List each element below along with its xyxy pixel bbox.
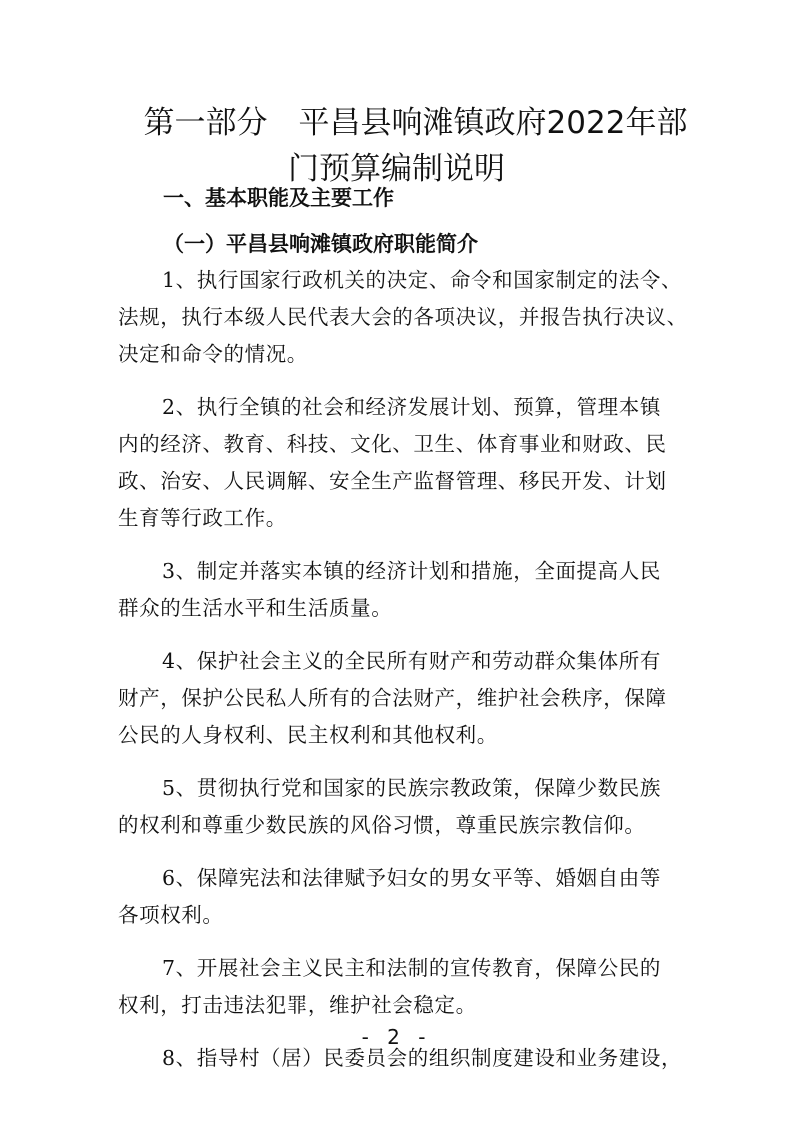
paragraph	[118, 389, 678, 537]
paragraph-line: 2、执行全镇的社会和经济发展计划、预算，管理本镇	[162, 395, 661, 419]
paragraph	[118, 643, 678, 754]
section-heading: 一、基本职能及主要工作	[163, 186, 394, 210]
paragraph-line: 内的经济、教育、科技、文化、卫生、体育事业和财政、民	[118, 432, 667, 456]
paragraph-line: 各项权利。	[118, 903, 224, 927]
paragraph-line: 的权利和尊重少数民族的风俗习惯，尊重民族宗教信仰。	[118, 813, 646, 837]
subsection-heading: （一）平昌县响滩镇政府职能简介	[163, 232, 478, 256]
paragraph-line: 6、保障宪法和法律赋予妇女的男女平等、婚姻自由等	[162, 866, 661, 890]
paragraph-line: 财产，保护公民私人所有的合法财产，维护社会秩序，保障	[118, 686, 667, 710]
paragraph-line: 4、保护社会主义的全民所有财产和劳动群众集体所有	[162, 649, 661, 673]
title-line-1: 第一部分 平昌县响滩镇政府2022年部	[143, 105, 688, 141]
paragraph-line: 8、指导村（居）民委员会的组织制度建设和业务建设，	[162, 1046, 683, 1070]
paragraph-line: 决定和命令的情况。	[118, 342, 308, 366]
paragraph	[118, 950, 678, 1024]
paragraph-line: 权利，打击违法犯罪，维护社会稳定。	[118, 993, 477, 1017]
paragraph-line: 1、执行国家行政机关的决定、命令和国家制定的法令、	[162, 268, 683, 292]
paragraph-line: 生育等行政工作。	[118, 506, 287, 530]
paragraph-line: 7、开展社会主义民主和法制的宣传教育，保障公民的	[162, 956, 661, 980]
paragraph	[118, 770, 678, 844]
page-title	[0, 100, 793, 192]
paragraph-line: 法规，执行本级人民代表大会的各项决议，并报告执行决议、	[118, 305, 688, 329]
paragraph	[118, 860, 678, 934]
page-number: - 2 -	[361, 1025, 432, 1049]
paragraph-line: 5、贯彻执行党和国家的民族宗教政策，保障少数民族	[162, 776, 661, 800]
paragraph-line: 群众的生活水平和生活质量。	[118, 596, 393, 620]
paragraph	[118, 262, 688, 373]
paragraph	[118, 553, 678, 627]
body-text	[118, 262, 688, 1093]
paragraph-line: 政、治安、人民调解、安全生产监督管理、移民开发、计划	[118, 469, 667, 493]
paragraph-line: 公民的人身权利、民主权利和其他权利。	[118, 723, 498, 747]
title-line-2: 门预算编制说明	[288, 151, 505, 187]
paragraph-line: 3、制定并落实本镇的经济计划和措施，全面提高人民	[162, 559, 661, 583]
